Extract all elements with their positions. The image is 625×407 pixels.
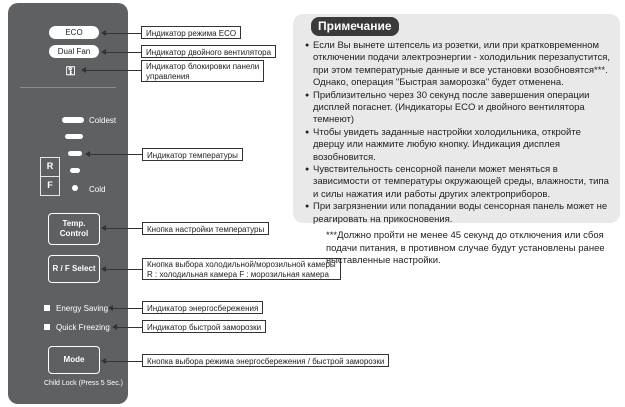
quick-freezing-indicator <box>44 324 50 330</box>
lock-leader <box>86 70 141 71</box>
rf-callout <box>142 258 341 280</box>
energy-saving-label: Energy Saving <box>56 304 109 313</box>
r-label: R <box>46 161 54 171</box>
temp-level-4 <box>70 168 80 173</box>
energy-saving-indicator <box>44 305 50 311</box>
note-list <box>305 40 613 226</box>
rf-callout-line1: Кнопка выбора холодильной/морозильной камеры <box>147 260 336 269</box>
note-item: ● При загрязнении или попадании воды сенсорная панель может не реагировать на прикосновения. <box>305 201 613 226</box>
energy-saving-leader <box>113 308 142 309</box>
dual-fan-leader <box>106 52 141 53</box>
coldest-label: Coldest <box>89 116 117 125</box>
child-lock-label: Child Lock (Press 5 Sec.) <box>44 380 123 387</box>
note-item: ● Чтобы увидеть заданные настройки холодильника, откройте дверцу или нажмите любую кнопку. Индикация дисплея возобновится. <box>305 127 613 164</box>
lock-callout <box>141 60 264 82</box>
temp-level-2 <box>65 134 83 139</box>
dual-fan-callout: Индикатор двойного вентилятора <box>141 45 276 58</box>
temperature-leader <box>90 154 142 155</box>
mode-callout: Кнопка выбора режима энергосбережения / быстрой заморозки <box>142 354 389 367</box>
rf-divider <box>41 176 59 177</box>
temp-button-leader <box>106 228 142 229</box>
quick-freezing-leader <box>117 327 142 328</box>
temp-control-label: Temp. Control <box>59 219 89 238</box>
lock-callout-line1: Индикатор блокировки панели <box>146 62 260 71</box>
panel-divider <box>20 87 116 88</box>
lock-icon: ⚿ <box>66 64 76 78</box>
rf-select-label: R / F Select <box>52 264 96 273</box>
temp-level-3 <box>68 151 82 156</box>
rf-select-button[interactable] <box>48 255 100 283</box>
quick-freezing-label: Quick Freezing <box>56 323 110 332</box>
rf-callout-line2: R : холодильная камера F : морозильная камера <box>147 270 329 279</box>
dual-fan-indicator: Dual Fan <box>49 45 99 58</box>
rf-leader <box>106 269 142 270</box>
f-label: F <box>47 180 53 190</box>
eco-leader <box>106 33 141 34</box>
temp-level-1 <box>62 117 84 123</box>
note-item: ● Если Вы вынете штепсель из розетки, или при кратковременном отключении подачи электроэнергии - холодильник перезапустится, при этом температурные данные и все установки возобновятся***. Однако, операция "Быстрая заморозка" будет отменена. <box>305 40 613 90</box>
mode-label: Mode <box>63 355 85 364</box>
mode-button[interactable] <box>48 346 100 374</box>
lock-callout-line2: управления <box>146 72 190 81</box>
temp-level-5 <box>72 185 78 191</box>
quick-freezing-callout: Индикатор быстрой заморозки <box>142 320 266 333</box>
energy-saving-callout: Индикатор энергосбережения <box>142 301 263 314</box>
eco-indicator: ECO <box>49 26 99 39</box>
note-item: ● Чувствительность сенсорной панели может меняться в зависимости от температуры окружающей среды, влажности, типа и силы нажатия или работы других электроприборов. <box>305 164 613 201</box>
footnote: ***Должно пройти не менее 45 секунд до отключения или сбоя подачи питания, в противном случае будут установлены ранее выставленные настройки. <box>326 230 605 267</box>
temp-control-button[interactable] <box>48 213 100 245</box>
cold-label: Cold <box>89 185 106 194</box>
rf-indicator <box>40 157 60 196</box>
mode-leader <box>106 361 142 362</box>
note-title: Примечание <box>311 17 399 36</box>
note-item: ● Приблизительно через 30 секунд после завершения операции дисплей погаснет. (Индикаторы ECO и двойного вентилятора темнеют) <box>305 90 613 127</box>
temp-button-callout: Кнопка настройки температуры <box>142 222 269 235</box>
temperature-callout: Индикатор температуры <box>142 148 243 161</box>
eco-callout: Индикатор режима ECO <box>141 26 241 39</box>
